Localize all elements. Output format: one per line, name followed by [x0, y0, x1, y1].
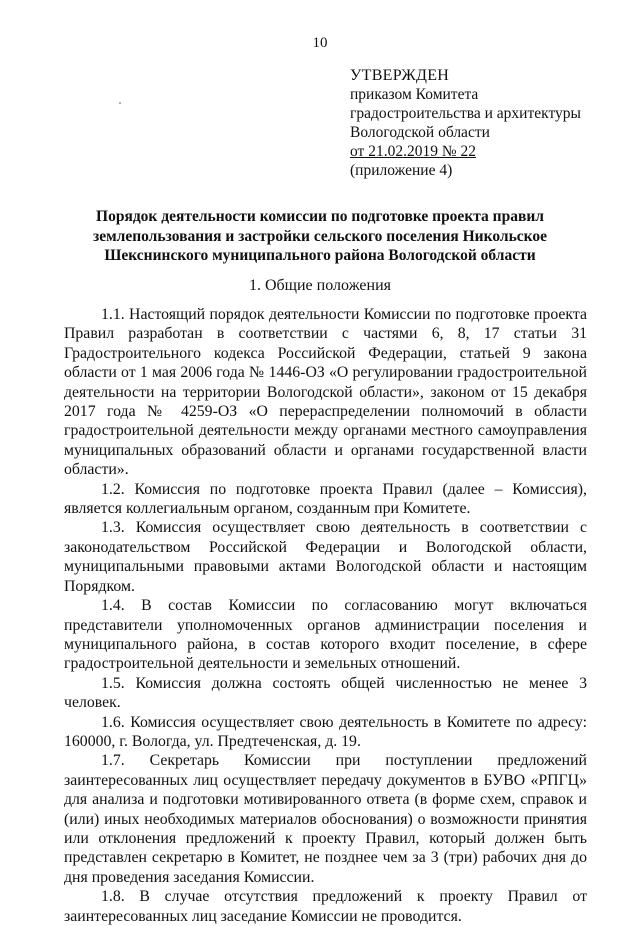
approval-line-committee: градостроительства и архитектуры [350, 105, 581, 122]
title-line-3: Шекснинского муниципального района Вологодской области [104, 247, 536, 264]
approval-heading: УТВЕРЖДЕН [350, 67, 450, 84]
approval-stamp [350, 66, 630, 180]
section-heading: 1. Общие положения [248, 277, 392, 294]
paragraph-1-8: 1.8. В случае отсутствия предложений к проекту Правил от заинтересованных лиц заседание Комиссии не проводится. [64, 888, 587, 925]
approval-line-appendix: (приложение 4) [350, 162, 453, 179]
approval-line-region: Вологодской области [350, 124, 490, 141]
paragraph-1-6: 1.6. Комиссия осуществляет свою деятельность в Комитете по адресу: 160000, г. Вологда, ул. Предтеченская, д. 19. [64, 713, 587, 750]
approval-line-order: приказом Комитета [350, 86, 479, 103]
title-line-1: Порядок деятельности комиссии по подготовке проекта правил [96, 208, 544, 225]
paragraph-1-7: 1.7. Секретарь Комиссии при поступлении предложений заинтересованных лиц осуществляет передачу документов в БУВО «РПГЦ» для анализа и подготовки мотивированного ответа (в форме схем, справок и (или) иных необходимых материалов обоснования) о возможности принятия или отклонения предложений к проекту Правил, который должен быть представлен секретарю в Комитет, не позднее чем за 3 (три) рабочих дня до дня проведения заседания Комиссии. [64, 752, 587, 886]
title-line-2: землепользования и застройки сельского поселения Никольское [92, 227, 548, 245]
document-body [64, 305, 587, 926]
scan-speck [119, 102, 121, 104]
paragraph-1-2: 1.2. Комиссия по подготовке проекта Правил (далее – Комиссия), является коллегиальным органом, созданным при Комитете. [64, 480, 587, 518]
paragraph-1-1: 1.1. Настоящий порядок деятельности Комиссии по подготовке проекта Правил разработан в соответствии с частями 6, 8, 17 статьи 31 Градостроительного кодекса Российской Федерации, статьей 9 закона области от 1 мая 2006 года № 1446-ОЗ «О регулировании градостроительной деятельности на территории Вологодской области», законом от 15 декабря 2017 года № 4259-ОЗ «О перераспределении полномочий в области градостроительной деятельности между органами местного самоуправления муниципальных образований области и органами государственной власти области». [64, 306, 587, 479]
paragraph-1-4: 1.4. В состав Комиссии по согласованию могут включаться представители уполномоченных органов администрации поселения и муниципального района, в состав которого входит поселение, в сфере градостроительной деятельности и земельных отношений. [64, 597, 587, 673]
paragraph-1-3: 1.3. Комиссия осуществляет свою деятельность в соответствии с законодательством Российской Федерации и Вологодской области, муниципальными правовыми актами Вологодской области и настоящим Порядком. [64, 519, 587, 595]
paragraph-1-5: 1.5. Комиссия должна состоять общей численностью не менее 3 человек. [64, 674, 587, 712]
approval-line-date: от 21.02.2019 № 22 [350, 143, 476, 160]
document-title [60, 207, 580, 266]
page-number: 10 [312, 35, 328, 51]
